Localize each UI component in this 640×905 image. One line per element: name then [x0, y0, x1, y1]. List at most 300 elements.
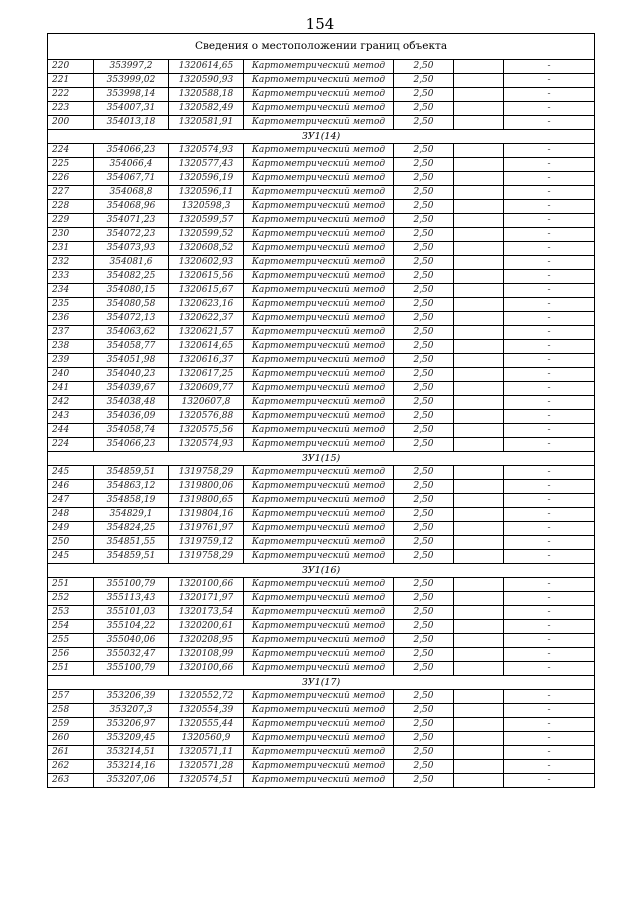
x-coordinate-cell: 354081,6 — [94, 256, 169, 270]
table-row — [48, 340, 595, 354]
group-heading-row — [48, 676, 595, 690]
table-row — [48, 508, 595, 522]
error-cell: 2,50 — [394, 704, 454, 718]
table-row — [48, 396, 595, 410]
boundary-table-container — [47, 33, 594, 788]
x-coordinate-cell: 354859,51 — [94, 550, 169, 564]
y-coordinate-cell: 1320554,39 — [169, 704, 244, 718]
method-cell: Картометрический метод — [244, 340, 394, 354]
point-number-cell: 224 — [48, 438, 94, 452]
error-cell: 2,50 — [394, 158, 454, 172]
x-coordinate-cell: 353999,02 — [94, 74, 169, 88]
table-row — [48, 634, 595, 648]
error-cell: 2,50 — [394, 396, 454, 410]
error-cell: 2,50 — [394, 172, 454, 186]
blank-cell — [454, 410, 504, 424]
method-cell: Картометрический метод — [244, 746, 394, 760]
x-coordinate-cell: 354073,93 — [94, 242, 169, 256]
table-row — [48, 438, 595, 452]
error-cell: 2,50 — [394, 340, 454, 354]
table-row — [48, 214, 595, 228]
table-title: Сведения о местоположении границ объекта — [48, 34, 595, 60]
table-row — [48, 592, 595, 606]
x-coordinate-cell: 355104,22 — [94, 620, 169, 634]
description-cell: - — [504, 382, 595, 396]
blank-cell — [454, 368, 504, 382]
method-cell: Картометрический метод — [244, 144, 394, 158]
point-number-cell: 252 — [48, 592, 94, 606]
table-row — [48, 200, 595, 214]
description-cell: - — [504, 718, 595, 732]
point-number-cell: 234 — [48, 284, 94, 298]
y-coordinate-cell: 1320615,67 — [169, 284, 244, 298]
point-number-cell: 253 — [48, 606, 94, 620]
method-cell: Картометрический метод — [244, 634, 394, 648]
method-cell: Картометрический метод — [244, 116, 394, 130]
table-row — [48, 326, 595, 340]
point-number-cell: 223 — [48, 102, 94, 116]
table-row — [48, 382, 595, 396]
description-cell: - — [504, 732, 595, 746]
description-cell: - — [504, 424, 595, 438]
y-coordinate-cell: 1320208,95 — [169, 634, 244, 648]
blank-cell — [454, 424, 504, 438]
description-cell: - — [504, 214, 595, 228]
point-number-cell: 229 — [48, 214, 94, 228]
method-cell: Картометрический метод — [244, 718, 394, 732]
description-cell: - — [504, 550, 595, 564]
error-cell: 2,50 — [394, 214, 454, 228]
method-cell: Картометрический метод — [244, 158, 394, 172]
table-row — [48, 144, 595, 158]
description-cell: - — [504, 102, 595, 116]
description-cell: - — [504, 354, 595, 368]
method-cell: Картометрический метод — [244, 256, 394, 270]
y-coordinate-cell: 1320615,56 — [169, 270, 244, 284]
blank-cell — [454, 102, 504, 116]
description-cell: - — [504, 438, 595, 452]
y-coordinate-cell: 1320100,66 — [169, 662, 244, 676]
blank-cell — [454, 256, 504, 270]
blank-cell — [454, 326, 504, 340]
error-cell: 2,50 — [394, 284, 454, 298]
x-coordinate-cell: 354858,19 — [94, 494, 169, 508]
x-coordinate-cell: 354040,23 — [94, 368, 169, 382]
blank-cell — [454, 354, 504, 368]
blank-cell — [454, 466, 504, 480]
point-number-cell: 233 — [48, 270, 94, 284]
blank-cell — [454, 480, 504, 494]
error-cell: 2,50 — [394, 144, 454, 158]
x-coordinate-cell: 354013,18 — [94, 116, 169, 130]
blank-cell — [454, 732, 504, 746]
x-coordinate-cell: 355113,43 — [94, 592, 169, 606]
x-coordinate-cell: 355100,79 — [94, 578, 169, 592]
x-coordinate-cell: 354824,25 — [94, 522, 169, 536]
error-cell: 2,50 — [394, 88, 454, 102]
x-coordinate-cell: 353206,39 — [94, 690, 169, 704]
y-coordinate-cell: 1320623,16 — [169, 298, 244, 312]
x-coordinate-cell: 353209,45 — [94, 732, 169, 746]
method-cell: Картометрический метод — [244, 466, 394, 480]
table-row — [48, 270, 595, 284]
table-row — [48, 228, 595, 242]
point-number-cell: 247 — [48, 494, 94, 508]
y-coordinate-cell: 1320602,93 — [169, 256, 244, 270]
method-cell: Картометрический метод — [244, 298, 394, 312]
point-number-cell: 228 — [48, 200, 94, 214]
error-cell: 2,50 — [394, 662, 454, 676]
method-cell: Картометрический метод — [244, 284, 394, 298]
group-heading: ЗУ1(15) — [48, 452, 595, 466]
method-cell: Картометрический метод — [244, 368, 394, 382]
method-cell: Картометрический метод — [244, 760, 394, 774]
description-cell: - — [504, 578, 595, 592]
x-coordinate-cell: 354068,96 — [94, 200, 169, 214]
group-heading-row — [48, 130, 595, 144]
page-number: 154 — [305, 15, 335, 33]
error-cell: 2,50 — [394, 494, 454, 508]
point-number-cell: 237 — [48, 326, 94, 340]
point-number-cell: 259 — [48, 718, 94, 732]
table-row — [48, 158, 595, 172]
error-cell: 2,50 — [394, 410, 454, 424]
blank-cell — [454, 620, 504, 634]
blank-cell — [454, 60, 504, 74]
error-cell: 2,50 — [394, 592, 454, 606]
y-coordinate-cell: 1319758,29 — [169, 550, 244, 564]
blank-cell — [454, 172, 504, 186]
description-cell: - — [504, 648, 595, 662]
error-cell: 2,50 — [394, 242, 454, 256]
point-number-cell: 254 — [48, 620, 94, 634]
x-coordinate-cell: 354066,4 — [94, 158, 169, 172]
x-coordinate-cell: 354071,23 — [94, 214, 169, 228]
description-cell: - — [504, 158, 595, 172]
table-row — [48, 312, 595, 326]
x-coordinate-cell: 353998,14 — [94, 88, 169, 102]
blank-cell — [454, 746, 504, 760]
point-number-cell: 240 — [48, 368, 94, 382]
method-cell: Картометрический метод — [244, 550, 394, 564]
error-cell: 2,50 — [394, 438, 454, 452]
point-number-cell: 232 — [48, 256, 94, 270]
y-coordinate-cell: 1320614,65 — [169, 60, 244, 74]
error-cell: 2,50 — [394, 312, 454, 326]
point-number-cell: 261 — [48, 746, 94, 760]
description-cell: - — [504, 228, 595, 242]
blank-cell — [454, 592, 504, 606]
description-cell: - — [504, 172, 595, 186]
blank-cell — [454, 228, 504, 242]
table-row — [48, 172, 595, 186]
y-coordinate-cell: 1320571,28 — [169, 760, 244, 774]
description-cell: - — [504, 88, 595, 102]
error-cell: 2,50 — [394, 536, 454, 550]
y-coordinate-cell: 1320622,37 — [169, 312, 244, 326]
point-number-cell: 250 — [48, 536, 94, 550]
method-cell: Картометрический метод — [244, 774, 394, 788]
group-heading: ЗУ1(14) — [48, 130, 595, 144]
y-coordinate-cell: 1320616,37 — [169, 354, 244, 368]
table-row — [48, 74, 595, 88]
table-row — [48, 550, 595, 564]
point-number-cell: 258 — [48, 704, 94, 718]
method-cell: Картометрический метод — [244, 592, 394, 606]
point-number-cell: 200 — [48, 116, 94, 130]
point-number-cell: 220 — [48, 60, 94, 74]
table-row — [48, 746, 595, 760]
error-cell: 2,50 — [394, 760, 454, 774]
description-cell: - — [504, 242, 595, 256]
method-cell: Картометрический метод — [244, 74, 394, 88]
y-coordinate-cell: 1319758,29 — [169, 466, 244, 480]
method-cell: Картометрический метод — [244, 382, 394, 396]
table-row — [48, 88, 595, 102]
error-cell: 2,50 — [394, 298, 454, 312]
y-coordinate-cell: 1320609,77 — [169, 382, 244, 396]
x-coordinate-cell: 354036,09 — [94, 410, 169, 424]
table-row — [48, 774, 595, 788]
table-row — [48, 732, 595, 746]
method-cell: Картометрический метод — [244, 662, 394, 676]
description-cell: - — [504, 522, 595, 536]
blank-cell — [454, 690, 504, 704]
x-coordinate-cell: 354051,98 — [94, 354, 169, 368]
blank-cell — [454, 578, 504, 592]
error-cell: 2,50 — [394, 774, 454, 788]
x-coordinate-cell: 354039,67 — [94, 382, 169, 396]
error-cell: 2,50 — [394, 634, 454, 648]
y-coordinate-cell: 1319759,12 — [169, 536, 244, 550]
y-coordinate-cell: 1320596,11 — [169, 186, 244, 200]
y-coordinate-cell: 1320560,9 — [169, 732, 244, 746]
point-number-cell: 244 — [48, 424, 94, 438]
x-coordinate-cell: 354859,51 — [94, 466, 169, 480]
point-number-cell: 242 — [48, 396, 94, 410]
x-coordinate-cell: 353206,97 — [94, 718, 169, 732]
blank-cell — [454, 88, 504, 102]
x-coordinate-cell: 354080,15 — [94, 284, 169, 298]
x-coordinate-cell: 354072,23 — [94, 228, 169, 242]
error-cell: 2,50 — [394, 200, 454, 214]
point-number-cell: 239 — [48, 354, 94, 368]
blank-cell — [454, 774, 504, 788]
description-cell: - — [504, 116, 595, 130]
method-cell: Картометрический метод — [244, 228, 394, 242]
y-coordinate-cell: 1320571,11 — [169, 746, 244, 760]
y-coordinate-cell: 1320598,3 — [169, 200, 244, 214]
table-row — [48, 760, 595, 774]
group-heading: ЗУ1(17) — [48, 676, 595, 690]
blank-cell — [454, 340, 504, 354]
point-number-cell: 243 — [48, 410, 94, 424]
method-cell: Картометрический метод — [244, 536, 394, 550]
table-row — [48, 368, 595, 382]
point-number-cell: 260 — [48, 732, 94, 746]
description-cell: - — [504, 774, 595, 788]
method-cell: Картометрический метод — [244, 354, 394, 368]
error-cell: 2,50 — [394, 368, 454, 382]
y-coordinate-cell: 1320590,93 — [169, 74, 244, 88]
y-coordinate-cell: 1320599,57 — [169, 214, 244, 228]
x-coordinate-cell: 354068,8 — [94, 186, 169, 200]
table-row — [48, 284, 595, 298]
method-cell: Картометрический метод — [244, 186, 394, 200]
table-row — [48, 480, 595, 494]
table-row — [48, 578, 595, 592]
point-number-cell: 262 — [48, 760, 94, 774]
y-coordinate-cell: 1320100,66 — [169, 578, 244, 592]
error-cell: 2,50 — [394, 578, 454, 592]
x-coordinate-cell: 354058,77 — [94, 340, 169, 354]
error-cell: 2,50 — [394, 228, 454, 242]
error-cell: 2,50 — [394, 648, 454, 662]
description-cell: - — [504, 298, 595, 312]
blank-cell — [454, 536, 504, 550]
point-number-cell: 235 — [48, 298, 94, 312]
table-row — [48, 536, 595, 550]
method-cell: Картометрический метод — [244, 172, 394, 186]
point-number-cell: 238 — [48, 340, 94, 354]
y-coordinate-cell: 1320576,88 — [169, 410, 244, 424]
error-cell: 2,50 — [394, 606, 454, 620]
x-coordinate-cell: 354038,48 — [94, 396, 169, 410]
point-number-cell: 246 — [48, 480, 94, 494]
table-row — [48, 256, 595, 270]
description-cell: - — [504, 256, 595, 270]
description-cell: - — [504, 312, 595, 326]
y-coordinate-cell: 1320599,52 — [169, 228, 244, 242]
error-cell: 2,50 — [394, 620, 454, 634]
method-cell: Картометрический метод — [244, 326, 394, 340]
y-coordinate-cell: 1320588,18 — [169, 88, 244, 102]
error-cell: 2,50 — [394, 466, 454, 480]
table-row — [48, 410, 595, 424]
blank-cell — [454, 116, 504, 130]
error-cell: 2,50 — [394, 480, 454, 494]
y-coordinate-cell: 1320173,54 — [169, 606, 244, 620]
y-coordinate-cell: 1320555,44 — [169, 718, 244, 732]
y-coordinate-cell: 1320552,72 — [169, 690, 244, 704]
table-row — [48, 298, 595, 312]
point-number-cell: 241 — [48, 382, 94, 396]
point-number-cell: 245 — [48, 550, 94, 564]
table-row — [48, 704, 595, 718]
y-coordinate-cell: 1320582,49 — [169, 102, 244, 116]
y-coordinate-cell: 1320200,61 — [169, 620, 244, 634]
method-cell: Картометрический метод — [244, 690, 394, 704]
y-coordinate-cell: 1319800,06 — [169, 480, 244, 494]
table-title-row — [48, 34, 595, 60]
y-coordinate-cell: 1320607,8 — [169, 396, 244, 410]
point-number-cell: 245 — [48, 466, 94, 480]
blank-cell — [454, 298, 504, 312]
point-number-cell: 255 — [48, 634, 94, 648]
y-coordinate-cell: 1320108,99 — [169, 648, 244, 662]
group-heading: ЗУ1(16) — [48, 564, 595, 578]
table-body — [48, 34, 595, 788]
x-coordinate-cell: 353214,51 — [94, 746, 169, 760]
method-cell: Картометрический метод — [244, 424, 394, 438]
error-cell: 2,50 — [394, 60, 454, 74]
x-coordinate-cell: 354063,62 — [94, 326, 169, 340]
table-row — [48, 690, 595, 704]
point-number-cell: 251 — [48, 662, 94, 676]
blank-cell — [454, 648, 504, 662]
x-coordinate-cell: 354863,12 — [94, 480, 169, 494]
table-row — [48, 116, 595, 130]
error-cell: 2,50 — [394, 102, 454, 116]
error-cell: 2,50 — [394, 690, 454, 704]
method-cell: Картометрический метод — [244, 522, 394, 536]
y-coordinate-cell: 1320574,93 — [169, 144, 244, 158]
point-number-cell: 249 — [48, 522, 94, 536]
description-cell: - — [504, 662, 595, 676]
blank-cell — [454, 438, 504, 452]
point-number-cell: 225 — [48, 158, 94, 172]
table-row — [48, 60, 595, 74]
point-number-cell: 257 — [48, 690, 94, 704]
x-coordinate-cell: 354066,23 — [94, 438, 169, 452]
x-coordinate-cell: 355100,79 — [94, 662, 169, 676]
table-row — [48, 466, 595, 480]
error-cell: 2,50 — [394, 522, 454, 536]
blank-cell — [454, 74, 504, 88]
error-cell: 2,50 — [394, 270, 454, 284]
error-cell: 2,50 — [394, 256, 454, 270]
point-number-cell: 248 — [48, 508, 94, 522]
table-row — [48, 606, 595, 620]
description-cell: - — [504, 690, 595, 704]
error-cell: 2,50 — [394, 718, 454, 732]
method-cell: Картометрический метод — [244, 494, 394, 508]
blank-cell — [454, 704, 504, 718]
point-number-cell: 251 — [48, 578, 94, 592]
point-number-cell: 224 — [48, 144, 94, 158]
y-coordinate-cell: 1319761,97 — [169, 522, 244, 536]
x-coordinate-cell: 354072,13 — [94, 312, 169, 326]
x-coordinate-cell: 355032,47 — [94, 648, 169, 662]
table-row — [48, 354, 595, 368]
description-cell: - — [504, 270, 595, 284]
point-number-cell: 230 — [48, 228, 94, 242]
method-cell: Картометрический метод — [244, 508, 394, 522]
error-cell: 2,50 — [394, 326, 454, 340]
table-row — [48, 522, 595, 536]
description-cell: - — [504, 186, 595, 200]
blank-cell — [454, 494, 504, 508]
x-coordinate-cell: 354067,71 — [94, 172, 169, 186]
x-coordinate-cell: 355040,06 — [94, 634, 169, 648]
group-heading-row — [48, 564, 595, 578]
method-cell: Картометрический метод — [244, 648, 394, 662]
description-cell: - — [504, 746, 595, 760]
x-coordinate-cell: 353997,2 — [94, 60, 169, 74]
group-heading-row — [48, 452, 595, 466]
blank-cell — [454, 550, 504, 564]
x-coordinate-cell: 354066,23 — [94, 144, 169, 158]
method-cell: Картометрический метод — [244, 200, 394, 214]
y-coordinate-cell: 1319804,16 — [169, 508, 244, 522]
blank-cell — [454, 662, 504, 676]
table-row — [48, 102, 595, 116]
blank-cell — [454, 718, 504, 732]
method-cell: Картометрический метод — [244, 270, 394, 284]
blank-cell — [454, 158, 504, 172]
method-cell: Картометрический метод — [244, 396, 394, 410]
y-coordinate-cell: 1320608,52 — [169, 242, 244, 256]
